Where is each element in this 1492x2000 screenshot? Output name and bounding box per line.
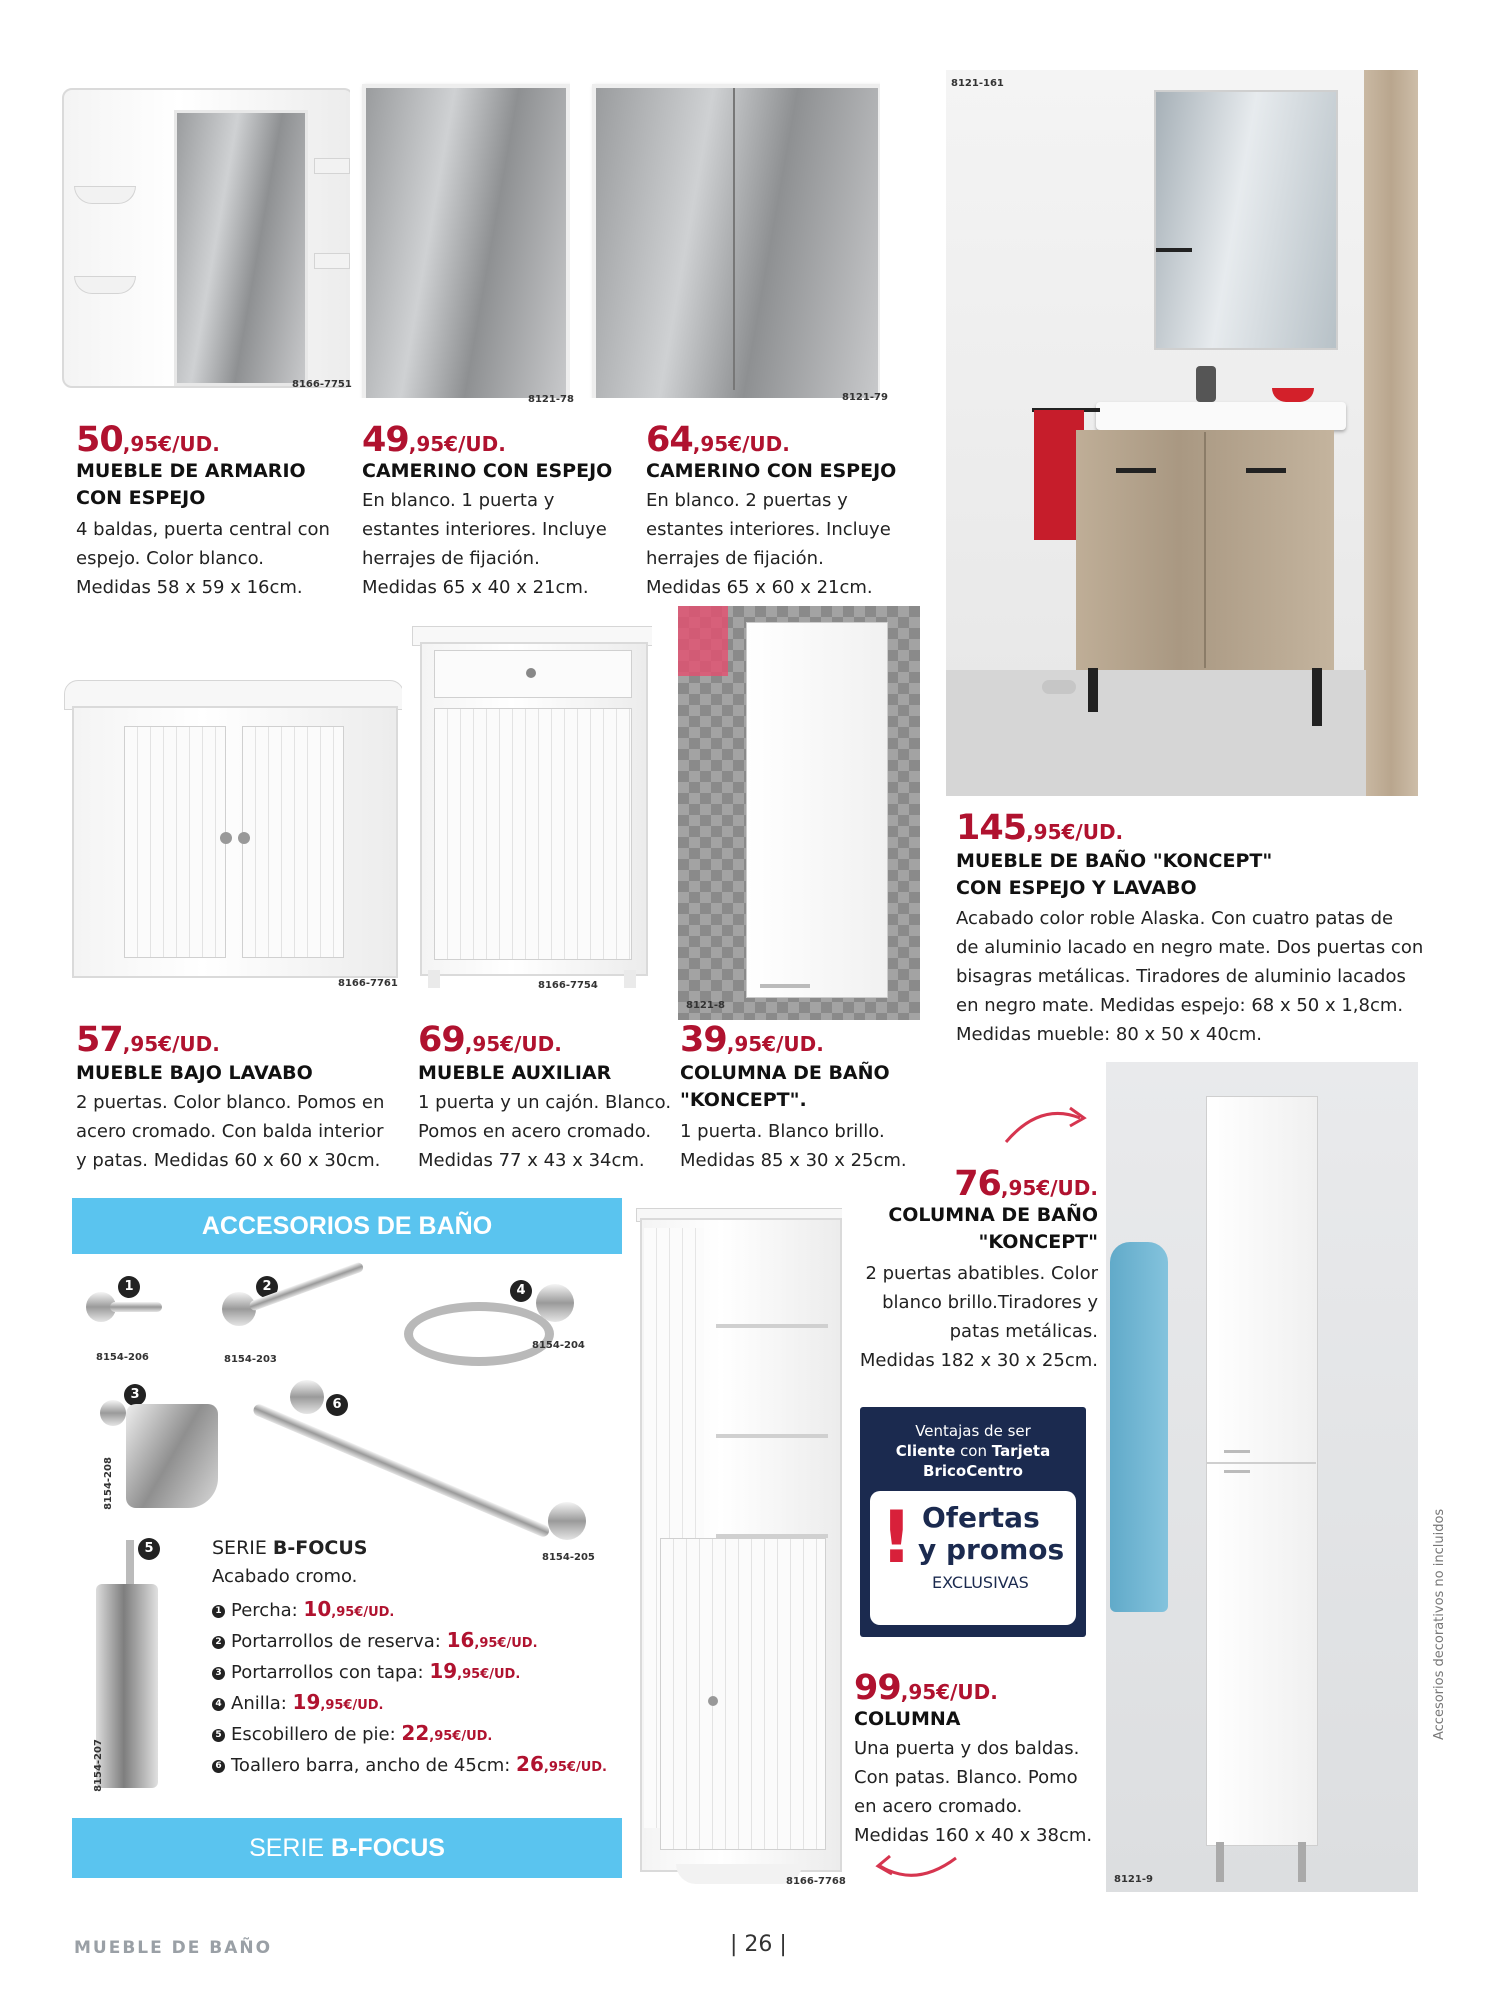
toilet-brush-holder bbox=[96, 1584, 158, 1788]
title-p9: COLUMNA bbox=[854, 1708, 961, 1730]
product-image-camerino-1 bbox=[358, 80, 570, 398]
desc-p7: 1 puerta. Blanco brillo. Medidas 85 x 30 x 25cm. bbox=[680, 1121, 907, 1171]
series-title: SERIE B-FOCUS bbox=[212, 1537, 368, 1559]
hook-arm bbox=[110, 1302, 162, 1312]
product-image-columna-koncept-small bbox=[678, 606, 920, 1020]
price-p4: 145,95€/UD. bbox=[956, 808, 1124, 848]
promo-card-bricocentro[interactable] bbox=[860, 1407, 1086, 1637]
title-p6: MUEBLE AUXILIAR bbox=[418, 1062, 612, 1084]
accessory-item: 2 Portarrollos de reserva: 16,95€/UD. bbox=[212, 1625, 538, 1659]
exclamation-icon: ! bbox=[880, 1495, 913, 1579]
product-code: 8166-7761 bbox=[338, 978, 398, 989]
towel-bar-mount bbox=[548, 1502, 586, 1540]
roll-holder-lid bbox=[126, 1404, 218, 1508]
title-p8: COLUMNA DE BAÑO "KONCEPT" bbox=[888, 1204, 1098, 1253]
title-p1: MUEBLE DE ARMARIO CON ESPEJO bbox=[76, 460, 306, 509]
towel-bar-icon bbox=[290, 1380, 324, 1414]
badge-number: 6 bbox=[326, 1394, 348, 1416]
accessory-code: 8154-208 bbox=[102, 1457, 114, 1510]
price-p8: 76,95€/UD. bbox=[954, 1164, 1098, 1204]
price-p1: 50,95€/UD. bbox=[76, 420, 220, 460]
price-p3: 64,95€/UD. bbox=[646, 420, 790, 460]
badge-number: 3 bbox=[124, 1384, 146, 1406]
title-p7: COLUMNA DE BAÑO "KONCEPT". bbox=[680, 1062, 890, 1111]
desc-p1: 4 baldas, puerta central con espejo. Color blanco. Medidas 58 x 59 x 16cm. bbox=[76, 519, 330, 598]
price-p9: 99,95€/UD. bbox=[854, 1668, 998, 1708]
accessory-code: 8154-203 bbox=[224, 1354, 277, 1365]
badge-number: 2 bbox=[256, 1276, 278, 1298]
product-code: 8121-9 bbox=[1114, 1874, 1153, 1885]
desc-p2: En blanco. 1 puerta y estantes interiores. Incluye herrajes de fijación. Medidas 65 x 40 x 21cm. bbox=[362, 490, 607, 598]
desc-p5: 2 puertas. Color blanco. Pomos en acero cromado. Con balda interior y patas. Medidas 60 x 60 x 30cm. bbox=[76, 1092, 385, 1171]
arrow-icon bbox=[1000, 1098, 1090, 1148]
product-image-armario-espejo bbox=[62, 88, 350, 394]
product-code: 8166-7768 bbox=[786, 1876, 846, 1887]
page-number: | 26 | bbox=[730, 1932, 787, 1957]
badge-number: 5 bbox=[138, 1538, 160, 1560]
product-image-koncept-lavabo bbox=[946, 70, 1418, 796]
title-p3: CAMERINO CON ESPEJO bbox=[646, 460, 897, 482]
accessory-code: 8154-205 bbox=[542, 1552, 595, 1563]
section-footer: MUEBLE DE BAÑO bbox=[74, 1938, 273, 1958]
badge-number: 1 bbox=[118, 1276, 140, 1298]
product-image-columna-koncept-tall bbox=[1106, 1062, 1418, 1892]
towel-ring-mount bbox=[536, 1284, 574, 1322]
product-code: 8121-79 bbox=[842, 392, 888, 403]
product-code: 8166-7751 bbox=[292, 379, 352, 390]
product-image-columna bbox=[636, 1208, 842, 1892]
promo-line-3: BricoCentro bbox=[923, 1462, 1023, 1480]
product-code: 8166-7754 bbox=[538, 980, 598, 991]
accessory-item: 4 Anilla: 19,95€/UD. bbox=[212, 1687, 384, 1721]
towel-ring-icon bbox=[404, 1302, 554, 1366]
product-code: 8121-78 bbox=[528, 394, 574, 405]
accessory-code: 8154-206 bbox=[96, 1352, 149, 1363]
desc-p3: En blanco. 2 puertas y estantes interiores. Incluye herrajes de fijación. Medidas 65 x 60 x 21cm. bbox=[646, 490, 891, 598]
product-image-bajo-lavabo bbox=[64, 680, 402, 980]
price-p7: 39,95€/UD. bbox=[680, 1020, 824, 1060]
product-code: 8121-161 bbox=[951, 78, 1004, 89]
desc-p6: 1 puerta y un cajón. Blanco. Pomos en acero cromado. Medidas 77 x 43 x 34cm. bbox=[418, 1092, 672, 1171]
title-p4: MUEBLE DE BAÑO "KONCEPT" CON ESPEJO Y LAVABO bbox=[956, 850, 1273, 899]
badge-number: 4 bbox=[510, 1280, 532, 1302]
product-image-camerino-2 bbox=[588, 80, 880, 398]
accessory-code: 8154-207 bbox=[92, 1739, 104, 1792]
title-p2: CAMERINO CON ESPEJO bbox=[362, 460, 613, 482]
covered-roll-holder-icon bbox=[100, 1400, 126, 1426]
series-finish: Acabado cromo. bbox=[212, 1566, 358, 1587]
side-note: Accesorios decorativos no incluidos bbox=[1432, 1508, 1447, 1740]
promo-offer-card bbox=[870, 1491, 1076, 1625]
accessory-code: 8154-204 bbox=[532, 1340, 585, 1351]
promo-line-1: Ventajas de ser bbox=[915, 1422, 1031, 1440]
desc-p8: 2 puertas abatibles. Color blanco brillo.Tiradores y patas metálicas. Medidas 182 x 30 x 25cm. bbox=[859, 1263, 1098, 1371]
accessory-item: 6 Toallero barra, ancho de 45cm: 26,95€/UD. bbox=[212, 1749, 607, 1783]
desc-p9: Una puerta y dos baldas. Con patas. Blanco. Pomo en acero cromado. Medidas 160 x 40 x 38cm. bbox=[854, 1738, 1093, 1846]
accessory-item: 3 Portarrollos con tapa: 19,95€/UD. bbox=[212, 1656, 520, 1690]
price-p5: 57,95€/UD. bbox=[76, 1020, 220, 1060]
accessory-item: 5 Escobillero de pie: 22,95€/UD. bbox=[212, 1718, 492, 1752]
arrow-icon bbox=[866, 1846, 966, 1886]
series-footer-banner: SERIE B-FOCUS bbox=[72, 1818, 622, 1878]
accessory-item: 1 Percha: 10,95€/UD. bbox=[212, 1594, 394, 1628]
title-p5: MUEBLE BAJO LAVABO bbox=[76, 1062, 313, 1084]
promo-offer-line-1: Ofertas bbox=[922, 1501, 1040, 1534]
price-p2: 49,95€/UD. bbox=[362, 420, 506, 460]
promo-offer-line-3: EXCLUSIVAS bbox=[932, 1573, 1029, 1592]
product-image-auxiliar bbox=[412, 626, 652, 990]
desc-p4: Acabado color roble Alaska. Con cuatro patas de de aluminio lacado en negro mate. Dos puertas con bisagras metálicas. Tiradores de aluminio lacados en negro mate. Medidas espejo: 68 x 50 x 1,8cm. Medidas mueble: 80 x 50 x 40cm. bbox=[956, 908, 1424, 1045]
price-p6: 69,95€/UD. bbox=[418, 1020, 562, 1060]
accessories-header: ACCESORIOS DE BAÑO bbox=[72, 1198, 622, 1254]
product-code: 8121-8 bbox=[686, 1000, 725, 1011]
promo-offer-line-2: y promos bbox=[918, 1533, 1065, 1566]
promo-line-2: Cliente con Tarjeta bbox=[895, 1442, 1051, 1460]
